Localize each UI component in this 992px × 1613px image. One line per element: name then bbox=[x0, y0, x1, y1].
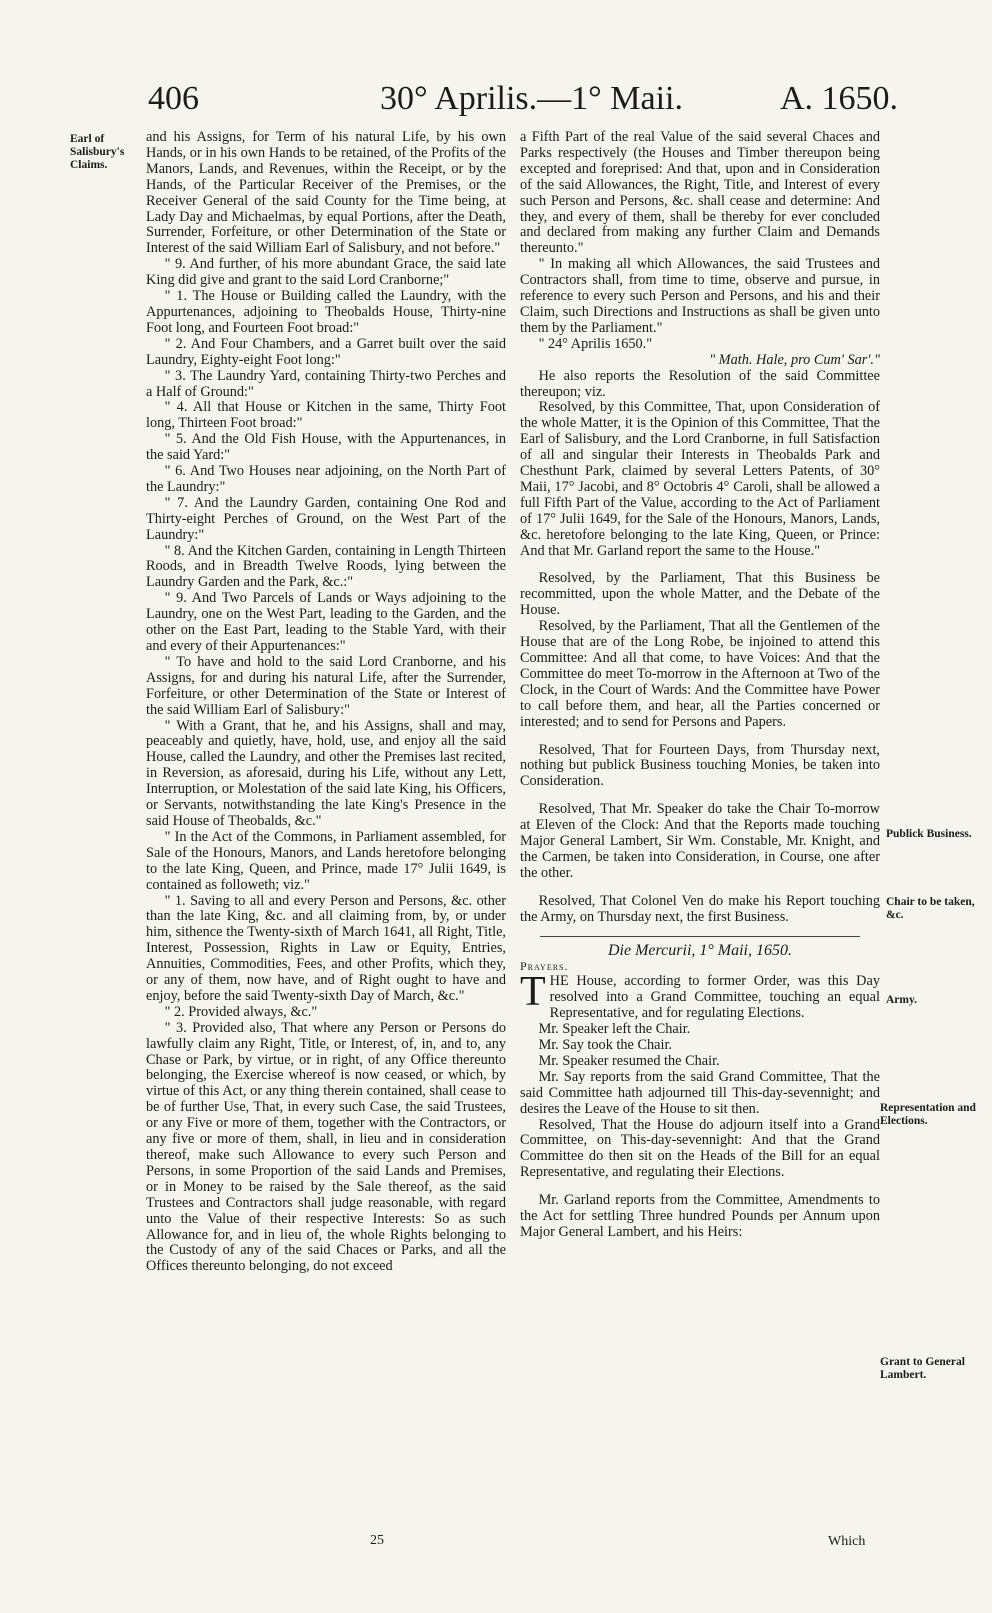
right-paragraph: Mr. Say took the Chair. bbox=[538, 1037, 673, 1054]
left-paragraph: and his Assigns, for Term of his natural Life, by his own Hands, or in his own Hands to be retained, of the Profits of the Manors, Lands, and Revenues, within the Receipt, or by the Hands, of the Particular Receiver of the Premises, or the Receiver General of the said County for the Time being, at Lady Day and Michaelmas, by equal Portions, after the Death, Surrender, Forfeiture, or other Determination of the State or Interest of the said William Earl of Salisbury, and not before." bbox=[146, 129, 506, 257]
margin-note-army: Army. bbox=[886, 994, 917, 1006]
left-paragraph: " 3. The Laundry Yard, containing Thirty-two Perches and a Half of Ground:" bbox=[146, 367, 506, 400]
left-paragraph: " 9. And further, of his more abundant Grace, the said late King did give and grant to the said Lord Cranborne;" bbox=[146, 256, 506, 289]
margin-note-grant: Grant to General Lambert. bbox=[880, 1356, 965, 1381]
right-paragraph: Mr. Garland reports from the Committee, Amendments to the Act for settling Three hundred Pounds per Annum upon Major General Lambert, and his Heirs: bbox=[520, 1192, 880, 1240]
left-paragraph: " 9. And Two Parcels of Lands or Ways adjoining to the Laundry, one on the West Part, leading to the Garden, and the other on the East Part, leading to the Stable Yard, with their and every of their Appurtenances:" bbox=[146, 590, 506, 654]
left-paragraph: " 1. Saving to all and every Person and Persons, &c. other than the late King, &c. and all claiming from, by, or under him, sithence the Twenty-sixth of March 1641, all Right, Title, Interest, Possession, Rights in Law or Equity, Entries, Annuities, Commodities, Fees, and other Profits, which they, or any of them, now have, and of Right ought to have and enjoy, before the said Twenty-sixth Day of March, &c." bbox=[146, 892, 506, 1004]
year-heading: A. 1650. bbox=[780, 80, 899, 117]
left-paragraph: " 5. And the Old Fish House, with the Appurtenances, in the said Yard:" bbox=[146, 431, 506, 464]
left-paragraph: " 7. And the Laundry Garden, containing One Rod and Thirty-eight Perches of Ground, on the West Part of the Laundry:" bbox=[146, 494, 506, 543]
left-paragraph: " With a Grant, that he, and his Assigns, shall and may, peaceably and quietly, have, hold, use, and enjoy all the said House, called the Laundry, and other the Premises last recited, in Reversion, as aforesaid, during his Life, without any Lett, Interruption, or Molestation of the said late King, his Officers, or Servants, notwithstanding the late King's Presence in the said House of Theobalds, &c." bbox=[146, 717, 506, 829]
right-paragraph: " In making all which Allowances, the said Trustees and Contractors shall, from time to time, observe and pursue, in reference to every such Person and Persons, and his and their Claim, such Directions and Instructions as shall be given unto them by the Parliament." bbox=[520, 256, 880, 336]
left-column bbox=[146, 130, 506, 1275]
signature-line: " Math. Hale, pro Cum' Sar'." bbox=[709, 351, 880, 368]
page-number: 406 bbox=[148, 80, 199, 117]
resolution: Resolved, by the Parliament, That this Business be recommitted, upon the whole Matter, and the Debate of the House. bbox=[520, 570, 880, 619]
signature-mark: 25 bbox=[370, 1533, 384, 1548]
left-paragraph: " 4. All that House or Kitchen in the same, Thirty Foot long, Thirteen Foot broad:" bbox=[146, 399, 506, 432]
running-title: 30° Aprilis.—1° Maii. bbox=[380, 80, 683, 117]
margin-note-representation: Representation and Elections. bbox=[880, 1102, 976, 1127]
date-line: " 24° Aprilis 1650." bbox=[538, 335, 653, 352]
resolution: Resolved, That for Fourteen Days, from Thursday next, nothing but publick Business touching Monies, be taken into Consideration. bbox=[520, 741, 880, 790]
right-column bbox=[520, 130, 880, 1241]
margin-note-earl: Earl of Salisbury's Claims. bbox=[70, 133, 125, 171]
left-paragraph: " To have and hold to the said Lord Cranborne, and his Assigns, for and during his natural Life, after the Surrender, Forfeiture, or other Determination of the State or Interest of the said William Earl of Salisbury:" bbox=[146, 653, 506, 718]
section-rule bbox=[540, 936, 860, 937]
right-paragraph: Mr. Say reports from the said Grand Committee, That the said Committee hath adjourned till This-day-sevennight; and desires the Leave of the House to sit then. bbox=[520, 1068, 880, 1117]
right-paragraph: He also reports the Resolution of the said Committee thereupon; viz. bbox=[520, 367, 880, 400]
resolution: Resolved, That the House do adjourn itself into a Grand Committee, on This-day-sevennight: And that the Grand Committee do then sit on the Heads of the Bill for an equal Representative, and regulating their Elections. bbox=[520, 1116, 880, 1181]
left-paragraph: " 8. And the Kitchen Garden, containing in Length Thirteen Roods, and in Breadth Twelve Roods, lying between the Laundry Garden and the Park, &c.:" bbox=[146, 542, 506, 591]
resolution: Resolved, by the Parliament, That all the Gentlemen of the House that are of the Long Robe, be injoined to attend this Committee: And all that come, to have Voices: And that the Committee do meet To-morrow in the Afternoon at Two of the Clock, in the Court of Wards: And the Committee have Power to call before them, and hear, all the Parties concerned or interested; and to send for Persons and Papers. bbox=[520, 618, 880, 730]
catchword: Which bbox=[828, 1534, 866, 1549]
resolution: Resolved, That Mr. Speaker do take the Chair To-morrow at Eleven of the Clock: And that the Reports made touching Major General Lambert, Sir Wm. Constable, Mr. Knight, and the Carmen, be taken into Consideration, in Course, one after the other. bbox=[520, 801, 880, 881]
right-paragraph: Mr. Speaker left the Chair. bbox=[538, 1021, 691, 1038]
right-paragraph: Mr. Speaker resumed the Chair. bbox=[538, 1052, 720, 1069]
left-paragraph: " 6. And Two Houses near adjoining, on the North Part of the Laundry:" bbox=[146, 463, 506, 495]
margin-note-publick: Publick Business. bbox=[886, 828, 972, 840]
left-paragraph: " 2. And Four Chambers, and a Garret built over the said Laundry, Eighty-eight Foot long:" bbox=[146, 335, 506, 368]
right-paragraph: a Fifth Part of the real Value of the said several Chaces and Parks respectively (the Houses and Timber thereupon being excepted and foreprised: And that, upon and in Consideration of the said Allowances, the Right, Title, and Interest of every such Person and Persons, &c. shall cease and determine: And they, and every of them, shall be thereby for ever concluded and declared from making any further Claim and Demands thereunto." bbox=[520, 129, 880, 257]
left-paragraph: " 1. The House or Building called the Laundry, with the Appurtenances, adjoining to Theobalds House, Thirty-nine Foot long, and Fourteen Foot broad:" bbox=[146, 288, 506, 336]
prayers-heading: Prayers. bbox=[520, 958, 569, 973]
day-heading: Die Mercurii, 1° Maii, 1650. bbox=[608, 941, 792, 959]
resolution: Resolved, by this Committee, That, upon Consideration of the whole Matter, it is the Opinion of this Committee, That the Earl of Salisbury, and the Lord Cranborne, in full Satisfaction of all and singular their Interests in Theobalds Park and Chesthunt Park, claimed by several Letters Patents, of 30° Maii, 17° Jacobi, and 8° Octobris 4° Caroli, shall be allowed a full Fifth Part of the Value, according to the Act of Parliament of 17° Julii 1649, for the Sale of the Honours, Manors, Lands, &c. heretofore belonging to the late King, Queen, or Prince: And that Mr. Garland report the same to the House." bbox=[520, 399, 880, 559]
resolution: Resolved, That Colonel Ven do make his Report touching the Army, on Thursday next, the first Business. bbox=[520, 892, 880, 925]
paragraph-text: HE House, according to former Order, was this Day resolved into a Grand Committee, touching an equal Representative, and for regulating Elections. bbox=[549, 973, 880, 1022]
page-header bbox=[0, 78, 992, 128]
left-paragraph: " 2. Provided always, &c." bbox=[164, 1003, 318, 1020]
right-paragraph bbox=[520, 969, 880, 1022]
left-paragraph: " 3. Provided also, That where any Person or Persons do lawfully claim any Right, Title, or Interest, of, in, and to, any Chase or Park, by virtue, or in right, of any Office thereunto belonging, the Exercise whereof is now ceased, or which, by virtue of this Act, or any thing therein contained, shall cease to be of further Use, That, in every such Case, the said Trustees, or any Five or more of them, together with the Contractors, or any five or more of them, shall, in lieu and in consideration thereof, make such Allowance to every such Person and Persons, in some Proportion of the said Lands and Premises, or in Money to be raised by the Sale thereof, as the said Trustees and Contractors shall judge reasonable, with regard unto the Value of their respective Interests: So as such Allowance for, and in lieu of, the whole Rights belonging to the Custody of any of the said Chaces or Parks, and all the Offices thereunto belonging, do not exceed bbox=[146, 1019, 506, 1275]
left-paragraph: " In the Act of the Commons, in Parliament assembled, for Sale of the Honours, Manors, and Lands heretofore belonging to the late King, Queen, and Prince, made 17° Julii 1649, is contained as followeth; viz." bbox=[146, 828, 506, 893]
drop-initial: T bbox=[520, 969, 546, 1016]
margin-note-chair: Chair to be taken, &c. bbox=[886, 896, 975, 921]
